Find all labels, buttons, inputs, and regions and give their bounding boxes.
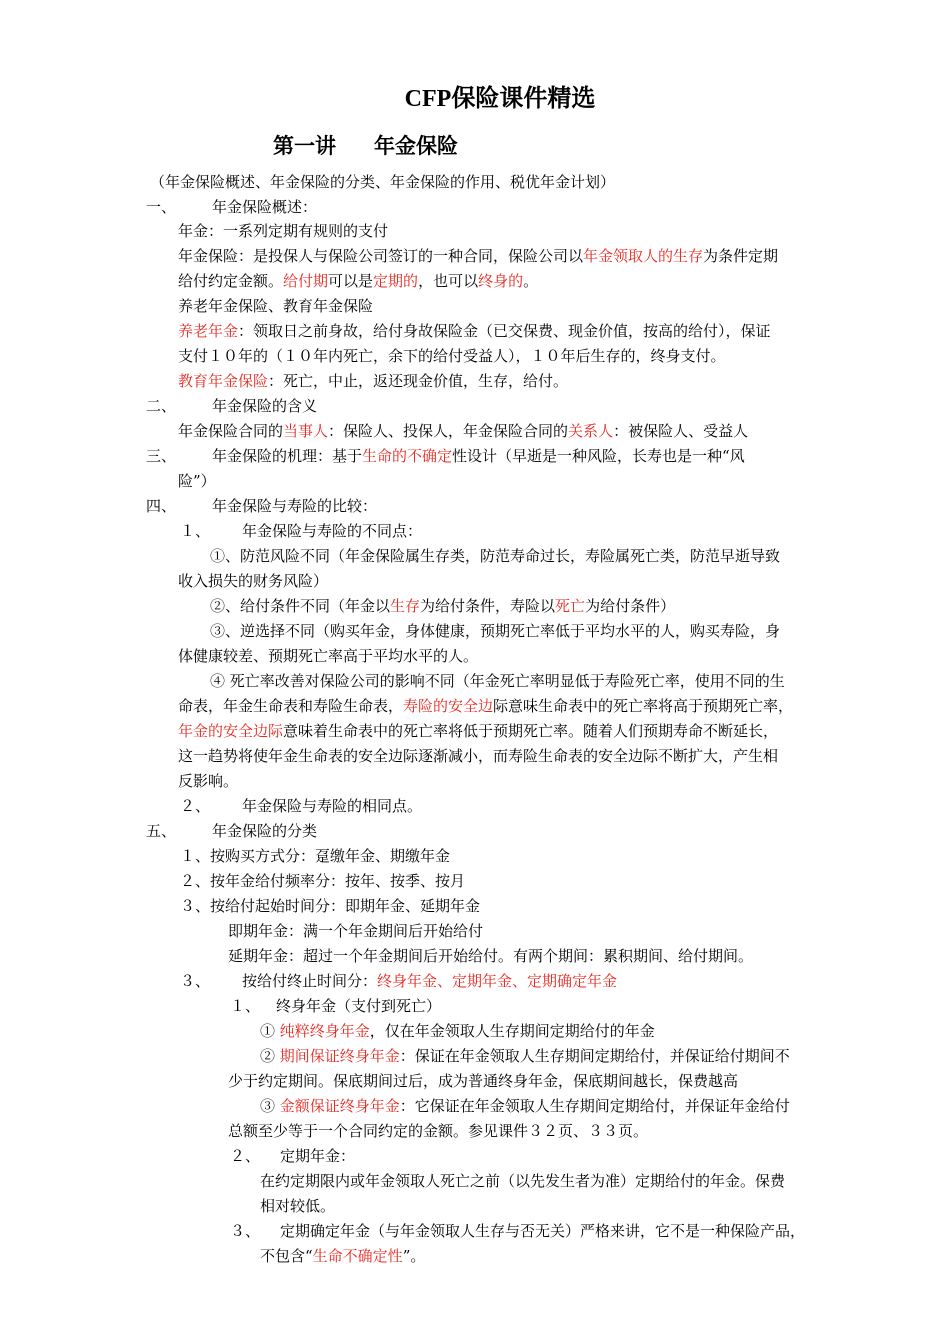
paragraph-line: 教育年金保险：死亡，中止，返还现金价值，生存，给付。 — [178, 372, 569, 390]
paragraph-line: 支付１０年的（１０年内死亡，余下的给付受益人），１０年后生存的，终身支付。 — [178, 347, 726, 365]
paragraph-line: ②、给付条件不同（年金以生存为给付条件，寿险以死亡为给付条件） — [210, 597, 676, 615]
paragraph-line: 年金：一系列定期有规则的支付 — [178, 222, 389, 240]
section-1-heading: 一、 年金保险概述： — [146, 198, 318, 216]
paragraph-line: 给付约定金额。给付期可以是定期的，也可以终身的。 — [178, 272, 539, 290]
paragraph-line: ①、防范风险不同（年金保险属生存类，防范寿命过长，寿险属死亡类，防范早逝导致 — [210, 547, 781, 565]
paragraph-line: 年金的安全边际意味着生命表中的死亡率将低于预期死亡率。随着人们预期寿命不断延长， — [178, 722, 779, 740]
paragraph-line: ③ 金额保证终身年金：它保证在年金领取人生存期间定期给付，并保证年金给付 — [260, 1097, 790, 1115]
subsection-heading: ２、 定期年金： — [230, 1147, 356, 1165]
paragraph-line: 不包含“生命不确定性”。 — [260, 1247, 426, 1265]
lecture-name: 年金保险 — [374, 134, 458, 158]
paragraph-line: 相对较低。 — [260, 1197, 336, 1215]
subsection-heading: ２、 年金保险与寿险的相同点。 — [180, 797, 423, 815]
subsection-heading: ３、 定期确定年金（与年金领取人生存与否无关）严格来讲，它不是一种保险产品， — [230, 1222, 806, 1240]
lecture-label: 第一讲 — [273, 134, 336, 158]
paragraph-line: 体健康较差、预期死亡率高于平均水平的人。 — [178, 647, 479, 665]
list-item: 延期年金：超过一个年金期间后开始给付。有两个期间：累积期间、给付期间。 — [228, 947, 754, 965]
intro-line: （年金保险概述、年金保险的分类、年金保险的作用、税优年金计划） — [150, 173, 616, 191]
paragraph-line: 年金保险合同的当事人：保险人、投保人，年金保险合同的关系人：被保险人、受益人 — [178, 422, 749, 440]
paragraph-line: ① 纯粹终身年金，仅在年金领取人生存期间定期给付的年金 — [260, 1022, 655, 1040]
section-5-heading: 五、 年金保险的分类 — [146, 822, 318, 840]
paragraph-line: 在约定期限内或年金领取人死亡之前（以先发生者为准）定期给付的年金。保费 — [260, 1172, 786, 1190]
list-item: ２、按年金给付频率分：按年、按季、按月 — [180, 872, 466, 890]
section-3-heading: 三、 年金保险的机理：基于生命的不确定性设计（早逝是一种风险，长寿也是一种“风 — [146, 447, 745, 465]
paragraph-line: 养老年金：领取日之前身故，给付身故保险金（已交保费、现金价值，按高的给付），保证 — [178, 322, 771, 340]
subsection-heading: １、 终身年金（支付到死亡） — [230, 997, 442, 1015]
page-title: CFP保险课件精选 — [404, 86, 596, 112]
paragraph-line: ② 期间保证终身年金：保证在年金领取人生存期间定期给付，并保证给付期间不 — [260, 1047, 790, 1065]
lecture-heading — [273, 130, 458, 160]
paragraph-line: 少于约定期间。保底期间过后，成为普通终身年金，保底期间越长，保费越高 — [228, 1072, 739, 1090]
paragraph-line: 这一趋势将使年金生命表的安全边际逐渐减小，而寿险生命表的安全边际不断扩大，产生相 — [178, 747, 779, 765]
paragraph-line: 命表，年金生命表和寿险生命表，寿险的安全边际意味生命表中的死亡率将高于预期死亡率， — [178, 697, 794, 715]
subsection-heading: １、 年金保险与寿险的不同点： — [180, 522, 423, 540]
paragraph-line: 年金保险：是投保人与保险公司签订的一种合同，保险公司以年金领取人的生存为条件定期 — [178, 247, 779, 265]
section-2-heading: 二、 年金保险的含义 — [146, 397, 318, 415]
paragraph-line: 养老年金保险、教育年金保险 — [178, 297, 374, 315]
paragraph-line: 收入损失的财务风险） — [178, 572, 329, 590]
list-item: ３、按给付起始时间分：即期年金、延期年金 — [180, 897, 481, 915]
list-item: ３、 按给付终止时间分：终身年金、定期年金、定期确定年金 — [180, 972, 618, 990]
paragraph-line: 险”） — [178, 472, 216, 490]
section-4-heading: 四、 年金保险与寿险的比较： — [146, 497, 378, 515]
paragraph-line: 反影响。 — [178, 772, 239, 790]
list-item: １、按购买方式分：趸缴年金、期缴年金 — [180, 847, 451, 865]
paragraph-line: ④ 死亡率改善对保险公司的影响不同（年金死亡率明显低于寿险死亡率，使用不同的生 — [210, 672, 785, 690]
list-item: 即期年金：满一个年金期间后开始给付 — [228, 922, 484, 940]
paragraph-line: 总额至少等于一个合同约定的金额。参见课件３２页、３３页。 — [228, 1122, 649, 1140]
paragraph-line: ③、逆选择不同（购买年金，身体健康，预期死亡率低于平均水平的人，购买寿险，身 — [210, 622, 781, 640]
